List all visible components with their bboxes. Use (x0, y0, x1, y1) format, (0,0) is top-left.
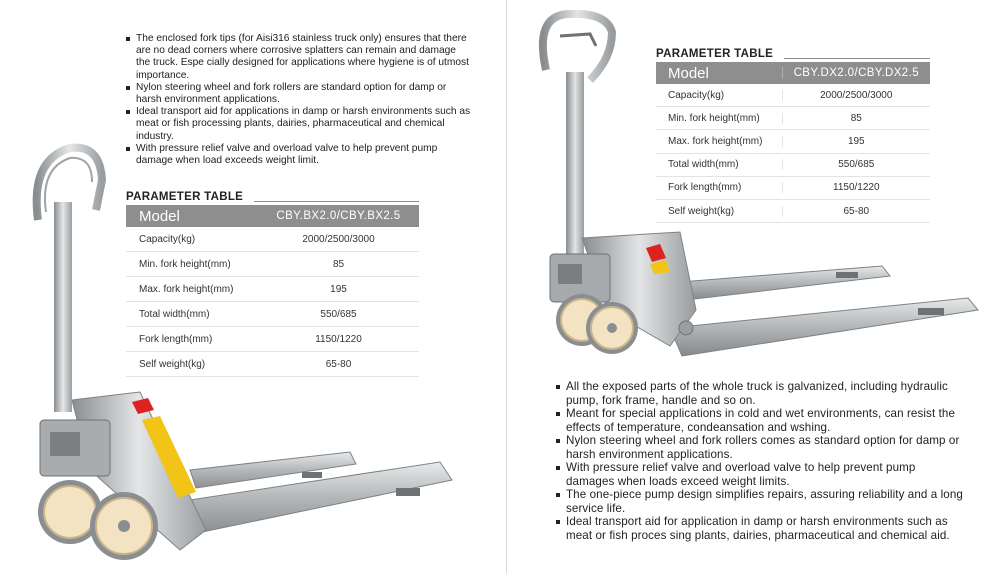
header-value: CBY.DX2.0/CBY.DX2.5 (782, 67, 930, 79)
table-row (126, 227, 419, 252)
header-label: Model (668, 64, 709, 82)
list-item: Ideal transport aid for applications in damp or harsh environments such as meat or fish processing plants, dairies, pharmaceutical and chemical industry. (126, 106, 471, 143)
row-value: 85 (332, 258, 345, 270)
list-item: Ideal transport aid for application in damp or harsh environments such as meat or fish proces sing plants, dairies, pharmaceutical and chemical aid. (556, 515, 966, 542)
table-row (656, 200, 930, 223)
row-value: 550/685 (320, 308, 357, 320)
row-label: Total width(mm) (668, 159, 739, 171)
row-value: 195 (782, 136, 930, 147)
row-label: Capacity(kg) (668, 89, 725, 101)
row-label: Capacity(kg) (139, 233, 196, 245)
table-row (126, 302, 419, 327)
row-label: Fork length(mm) (668, 182, 742, 194)
row-label: Self weight(kg) (668, 205, 735, 217)
list-item: The one-piece pump design simplifies repairs, assuring reliability and a long service life. (556, 488, 966, 515)
table-row (656, 84, 930, 107)
page-divider (506, 0, 507, 573)
list-item: With pressure relief valve and overload valve to help prevent pump damage when load exceeds weight limit. (126, 143, 471, 167)
left-feature-list (126, 33, 471, 167)
row-label: Max. fork height(mm) (668, 135, 763, 147)
title-rule (254, 201, 419, 202)
row-label: Total width(mm) (139, 308, 210, 320)
right-feature-list (556, 380, 966, 542)
table-row (126, 277, 419, 302)
list-item: All the exposed parts of the whole truck is galvanized, including hydraulic pump, fork frame, handle and so on. (556, 380, 966, 407)
row-value: 2000/2500/3000 (302, 233, 375, 245)
table-header (656, 62, 930, 84)
row-value: 2000/2500/3000 (782, 90, 930, 101)
list-item: With pressure relief valve and overload valve to help prevent pump damages when loads exceed weight limits. (556, 461, 966, 488)
row-label: Fork length(mm) (139, 333, 213, 345)
header-value: CBY.BX2.0/CBY.BX2.5 (276, 210, 401, 222)
row-value: 195 (330, 283, 347, 295)
list-item: Nylon steering wheel and fork rollers are standard option for damp or harsh environment applications. (126, 82, 471, 106)
row-value: 65-80 (325, 358, 352, 370)
table-header (126, 205, 419, 227)
header-label: Model (139, 207, 180, 225)
row-label: Self weight(kg) (139, 358, 206, 370)
table-title: PARAMETER TABLE (126, 191, 419, 205)
title-rule (784, 58, 930, 59)
row-value: 550/685 (782, 159, 930, 170)
table-title: PARAMETER TABLE (656, 48, 930, 62)
table-row (656, 107, 930, 130)
row-value: 1150/1220 (782, 182, 930, 193)
row-value: 1150/1220 (315, 333, 362, 345)
list-item: The enclosed fork tips (for Aisi316 stainless truck only) ensures that there are no dead corners where corrosive splatters can remain and damage the truck. Espe cially designed for applications where hygiene is of utmost importance. (126, 33, 471, 82)
row-value: 65-80 (782, 206, 930, 217)
table-row (656, 177, 930, 200)
list-item: Nylon steering wheel and fork rollers comes as standard option for damp or harsh environment applications. (556, 434, 966, 461)
table-row (126, 252, 419, 277)
row-value: 85 (782, 113, 930, 124)
table-row (656, 154, 930, 177)
table-row (126, 327, 419, 352)
table-row (656, 130, 930, 153)
right-parameter-table (656, 48, 930, 223)
row-label: Min. fork height(mm) (139, 258, 231, 270)
row-label: Max. fork height(mm) (139, 283, 234, 295)
list-item: Meant for special applications in cold and wet environments, can resist the effects of temperature, condeansation and wshing. (556, 407, 966, 434)
left-parameter-table (126, 191, 419, 377)
row-label: Min. fork height(mm) (668, 112, 760, 124)
table-row (126, 352, 419, 377)
